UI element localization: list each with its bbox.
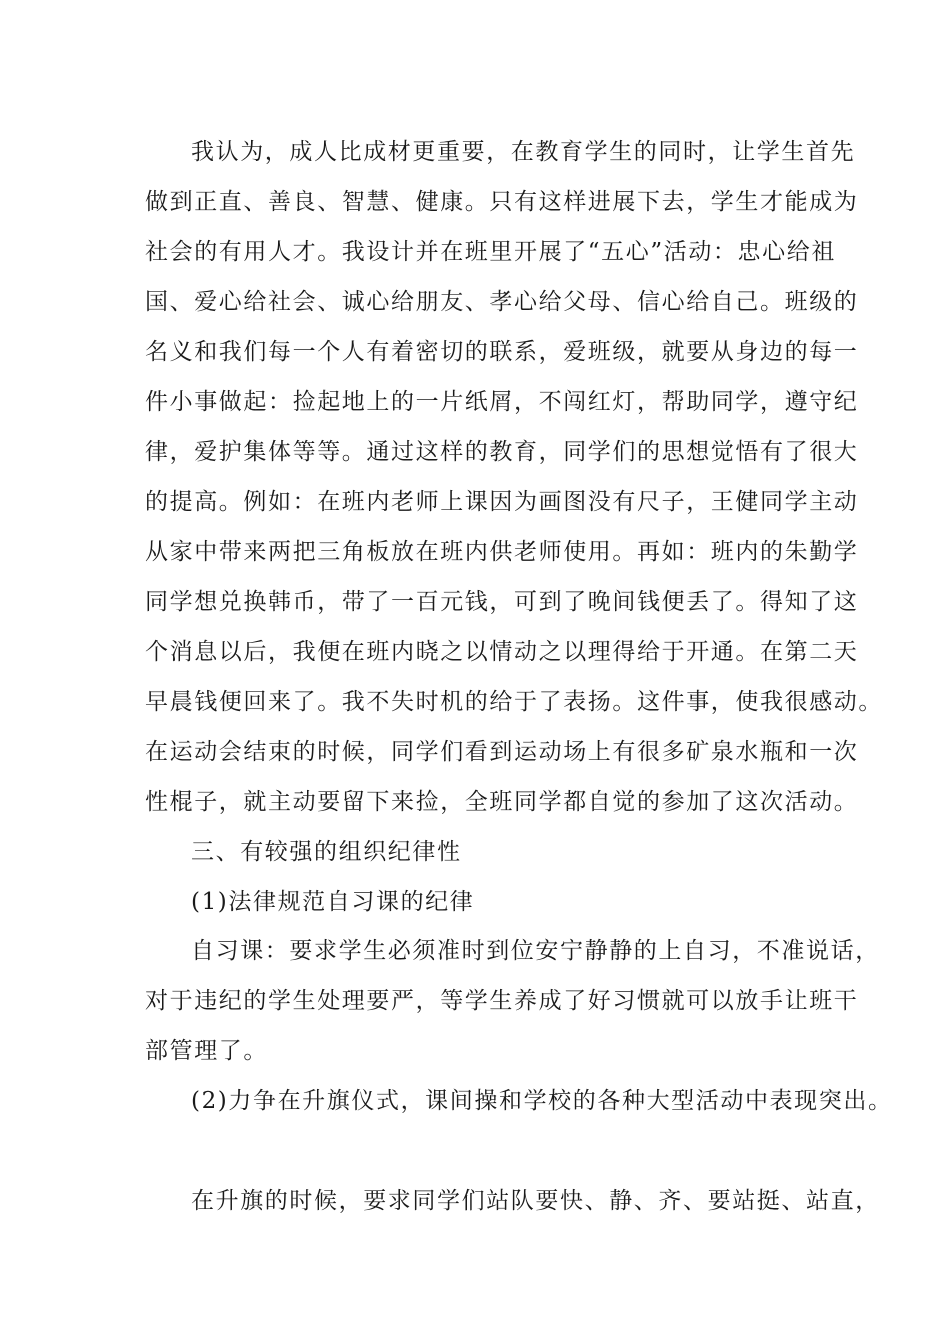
paragraph-line: 在升旗的时候，要求同学们站队要快、静、齐、要站挺、站直， [191,1188,880,1214]
paragraph-line: 国、爱心给社会、诚心给朋友、孝心给父母、信心给自己。班级的 [145,289,859,315]
paragraph-line: 对于违纪的学生处理要严，等学生养成了好习惯就可以放手让班干 [145,988,859,1014]
section-heading: 三、有较强的组织纪律性 [191,839,462,865]
paragraph-line: 部管理了。 [145,1038,268,1064]
paragraph-line: 性棍子，就主动要留下来捡，全班同学都自觉的参加了这次活动。 [145,789,859,815]
paragraph-line: 个消息以后，我便在班内晓之以情动之以理得给于开通。在第二天 [145,639,859,665]
paragraph-line: 的提高。例如：在班内老师上课因为画图没有尺子，王健同学主动 [145,489,859,515]
subsection-heading: (1)法律规范自习课的纪律 [191,889,475,915]
paragraph-line: 名义和我们每一个人有着密切的联系，爱班级，就要从身边的每一 [145,339,859,365]
paragraph-line: 我认为，成人比成材更重要，在教育学生的同时，让学生首先 [191,139,856,165]
paragraph-line: 在运动会结束的时候，同学们看到运动场上有很多矿泉水瓶和一次 [145,739,859,765]
paragraph-line: 做到正直、善良、智慧、健康。只有这样进展下去，学生才能成为 [145,189,859,215]
paragraph-line: 自习课：要求学生必须准时到位安宁静静的上自习，不准说话， [191,938,880,964]
paragraph-line: 早晨钱便回来了。我不失时机的给于了表扬。这件事，使我很感动。 [145,689,883,715]
paragraph-line: 社会的有用人才。我设计并在班里开展了“五心”活动：忠心给祖 [145,239,836,265]
subsection-heading: (2)力争在升旗仪式，课间操和学校的各种大型活动中表现突出。 [191,1088,893,1114]
paragraph-line: 件小事做起：捡起地上的一片纸屑，不闯红灯，帮助同学，遵守纪 [145,389,859,415]
paragraph-line: 律，爱护集体等等。通过这样的教育，同学们的思想觉悟有了很大 [145,439,859,465]
paragraph-line: 从家中带来两把三角板放在班内供老师使用。再如：班内的朱勤学 [145,539,859,565]
paragraph-line: 同学想兑换韩币，带了一百元钱，可到了晚间钱便丢了。得知了这 [145,589,859,615]
